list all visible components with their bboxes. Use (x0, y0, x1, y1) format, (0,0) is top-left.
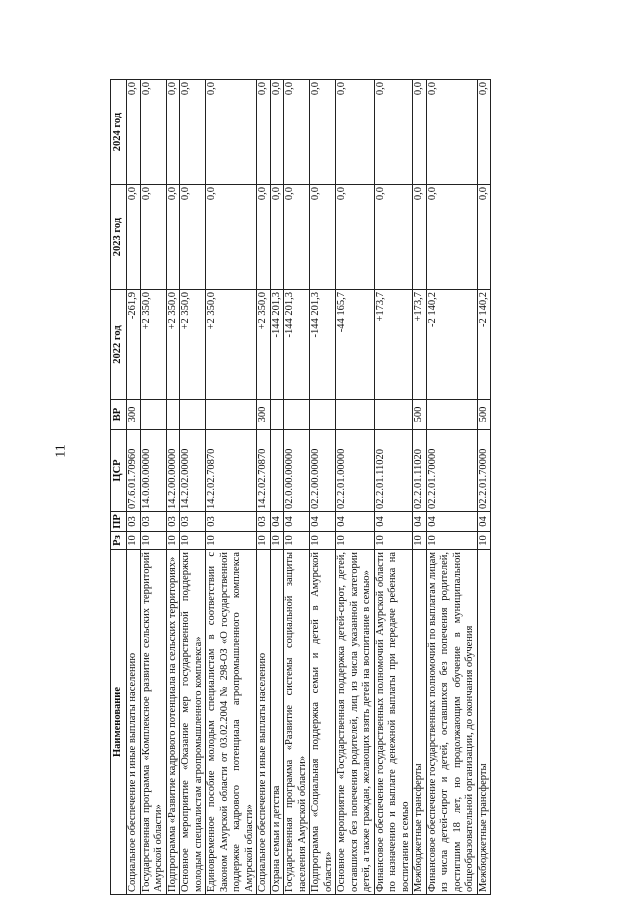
cell-rz: 10 (413, 532, 427, 550)
cell-vr: 300 (257, 400, 271, 430)
cell-vr (166, 400, 180, 430)
table-row (206, 80, 257, 895)
table-row (374, 80, 413, 895)
cell-y2024: 0,0 (140, 80, 166, 185)
cell-pr: 04 (310, 512, 336, 532)
cell-name: Финансовое обеспечение государственных полномочий по выплатам лицам из числа детей-сирот и детей, оставшихся без попечения родителей, достигшим 18 лет, но продолжающим обучение в муниципальной общеобразовательной организации, до окончания обучения (426, 550, 477, 895)
cell-csr: 14.2.00.00000 (166, 430, 180, 512)
cell-y2024: 0,0 (166, 80, 180, 185)
cell-vr (180, 400, 206, 430)
cell-pr: 03 (180, 512, 206, 532)
cell-pr: 04 (270, 512, 284, 532)
cell-y2022: -2 140,2 (426, 290, 477, 400)
cell-pr: 04 (374, 512, 413, 532)
cell-y2023: 0,0 (270, 185, 284, 290)
table-row (310, 80, 336, 895)
cell-pr: 04 (284, 512, 310, 532)
cell-name: Социальное обеспечение и иные выплаты населению (127, 550, 141, 895)
cell-name: Государственная программа «Развитие системы социальной защиты населения Амурской области» (284, 550, 310, 895)
cell-name: Основное мероприятие «Оказание мер государственной поддержки молодым специалистам агропромышленного комплекса» (180, 550, 206, 895)
table-row (426, 80, 477, 895)
cell-y2022: +2 350,0 (180, 290, 206, 400)
cell-csr: 02.2.01.11020 (374, 430, 413, 512)
table-header-row (111, 80, 127, 895)
cell-csr: 02.2.01.70000 (426, 430, 477, 512)
cell-rz: 10 (284, 532, 310, 550)
header-2023: 2023 год (111, 185, 127, 290)
cell-rz: 10 (426, 532, 477, 550)
cell-pr: 04 (426, 512, 477, 532)
cell-y2023: 0,0 (374, 185, 413, 290)
cell-name: Финансовое обеспечение государственных полномочий Амурской области по назначению и выплате денежной выплаты при передаче ребенка на воспитание в семью (374, 550, 413, 895)
cell-y2024: 0,0 (336, 80, 375, 185)
cell-rz: 10 (166, 532, 180, 550)
cell-csr: 14.2.02.70870 (257, 430, 271, 512)
cell-y2022: -44 165,7 (336, 290, 375, 400)
cell-y2023: 0,0 (140, 185, 166, 290)
cell-y2023: 0,0 (206, 185, 257, 290)
cell-vr (336, 400, 375, 430)
cell-name: Охрана семьи и детства (270, 550, 284, 895)
cell-y2022: +173,7 (413, 290, 427, 400)
cell-y2023: 0,0 (180, 185, 206, 290)
cell-name: Межбюджетные трансферты (413, 550, 427, 895)
cell-csr: 02.2.01.70000 (477, 430, 491, 512)
table-row (180, 80, 206, 895)
cell-y2024: 0,0 (257, 80, 271, 185)
cell-vr (206, 400, 257, 430)
cell-vr (374, 400, 413, 430)
cell-y2023: 0,0 (336, 185, 375, 290)
cell-name: Государственная программа «Комплексное развитие сельских территорий Амурской области» (140, 550, 166, 895)
table-row (284, 80, 310, 895)
cell-csr: 02.2.00.00000 (310, 430, 336, 512)
cell-pr: 04 (336, 512, 375, 532)
cell-name: Подпрограмма «Социальная поддержка семьи и детей в Амурской области» (310, 550, 336, 895)
cell-vr: 500 (413, 400, 427, 430)
cell-name: Основное мероприятие «Государственная поддержка детей-сирот, детей, оставшихся без попечения родителей, лиц из числа указанной категории детей, а также граждан, желающих взять детей на воспитание в семью» (336, 550, 375, 895)
cell-name: Межбюджетные трансферты (477, 550, 491, 895)
table-row (127, 80, 141, 895)
cell-pr: 03 (206, 512, 257, 532)
cell-y2022: -144 201,3 (310, 290, 336, 400)
cell-csr (270, 430, 284, 512)
cell-y2023: 0,0 (310, 185, 336, 290)
cell-y2022: +173,7 (374, 290, 413, 400)
header-2022: 2022 год (111, 290, 127, 400)
table-row (140, 80, 166, 895)
cell-vr (310, 400, 336, 430)
rotated-table-container (110, 80, 532, 895)
cell-rz: 10 (180, 532, 206, 550)
cell-y2024: 0,0 (310, 80, 336, 185)
cell-y2023: 0,0 (127, 185, 141, 290)
cell-csr: 14.2.02.70870 (206, 430, 257, 512)
cell-vr (140, 400, 166, 430)
cell-pr: 03 (140, 512, 166, 532)
cell-y2023: 0,0 (284, 185, 310, 290)
cell-csr: 02.2.01.00000 (336, 430, 375, 512)
cell-y2022: -261,9 (127, 290, 141, 400)
cell-rz: 10 (270, 532, 284, 550)
cell-name: Подпрограмма «Развитие кадрового потенциала на сельских территориях» (166, 550, 180, 895)
cell-vr: 300 (127, 400, 141, 430)
cell-vr: 500 (477, 400, 491, 430)
cell-rz: 10 (310, 532, 336, 550)
cell-name: Социальное обеспечение и иные выплаты населению (257, 550, 271, 895)
cell-vr (270, 400, 284, 430)
header-csr: ЦСР (111, 430, 127, 512)
cell-y2022: +2 350,0 (140, 290, 166, 400)
page-number: 11 (53, 444, 69, 458)
cell-y2023: 0,0 (413, 185, 427, 290)
cell-pr: 03 (166, 512, 180, 532)
cell-y2024: 0,0 (206, 80, 257, 185)
cell-vr (284, 400, 310, 430)
cell-rz: 10 (257, 532, 271, 550)
cell-y2024: 0,0 (477, 80, 491, 185)
cell-rz: 10 (140, 532, 166, 550)
cell-csr: 02.0.00.00000 (284, 430, 310, 512)
cell-rz: 10 (336, 532, 375, 550)
cell-y2024: 0,0 (180, 80, 206, 185)
cell-pr: 03 (257, 512, 271, 532)
cell-y2023: 0,0 (166, 185, 180, 290)
cell-y2024: 0,0 (413, 80, 427, 185)
cell-pr: 04 (477, 512, 491, 532)
cell-csr: 14.2.02.00000 (180, 430, 206, 512)
cell-y2024: 0,0 (374, 80, 413, 185)
cell-pr: 04 (413, 512, 427, 532)
cell-csr: 14.0.00.00000 (140, 430, 166, 512)
cell-y2022: -144 201,3 (270, 290, 284, 400)
table-row (477, 80, 491, 895)
header-rz: Рз (111, 532, 127, 550)
header-vr: ВР (111, 400, 127, 430)
table-row (413, 80, 427, 895)
table-row (166, 80, 180, 895)
cell-y2023: 0,0 (477, 185, 491, 290)
cell-y2024: 0,0 (127, 80, 141, 185)
table-row (257, 80, 271, 895)
cell-rz: 10 (206, 532, 257, 550)
cell-y2024: 0,0 (270, 80, 284, 185)
table-row (270, 80, 284, 895)
cell-y2022: +2 350,0 (166, 290, 180, 400)
table-row (336, 80, 375, 895)
cell-y2022: +2 350,0 (257, 290, 271, 400)
cell-csr: 02.2.01.11020 (413, 430, 427, 512)
cell-y2022: -2 140,2 (477, 290, 491, 400)
cell-y2024: 0,0 (284, 80, 310, 185)
cell-rz: 10 (477, 532, 491, 550)
cell-rz: 10 (127, 532, 141, 550)
header-pr: ПР (111, 512, 127, 532)
cell-name: Единовременное пособие молодым специалистам в соответствии с Законом Амурской области от 03.02.2004 № 298-ОЗ «О государственной поддержке кадрового потенциала агропромышленного комплекса Амурской области» (206, 550, 257, 895)
cell-vr (426, 400, 477, 430)
cell-pr: 03 (127, 512, 141, 532)
cell-y2023: 0,0 (257, 185, 271, 290)
cell-y2022: +2 350,0 (206, 290, 257, 400)
cell-y2023: 0,0 (426, 185, 477, 290)
header-name: Наименование (111, 550, 127, 895)
cell-csr: 07.6.01.70960 (127, 430, 141, 512)
cell-rz: 10 (374, 532, 413, 550)
cell-y2024: 0,0 (426, 80, 477, 185)
header-2024: 2024 год (111, 80, 127, 185)
budget-table (110, 79, 491, 895)
cell-y2022: -144 201,3 (284, 290, 310, 400)
